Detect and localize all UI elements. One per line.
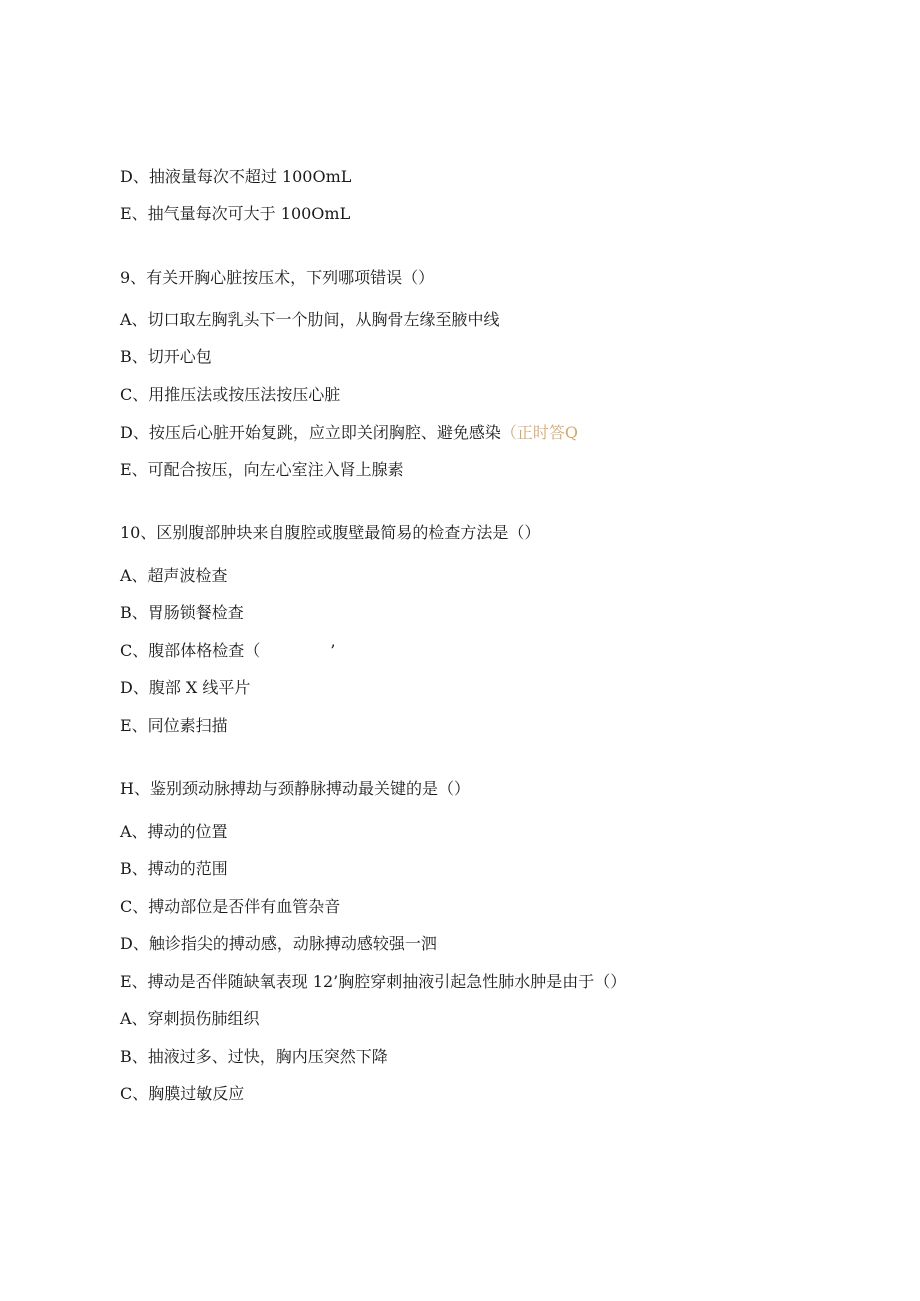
question-9-option-d-text: D、按压后心脏开始复跳，应立即关闭胸腔、避免感染 (120, 423, 501, 442)
question-10-option-c (120, 641, 335, 661)
question-9-option-d (120, 423, 578, 443)
question-9-option-e: E、可配合按压，向左心室注入肾上腺素 (120, 460, 404, 479)
question-9-option-b: B、切开心包 (120, 347, 212, 366)
question-11-option-d: D、触诊指尖的搏动感，动脉搏动感较强一泗 (120, 934, 437, 953)
answer-note: （正时答Q (500, 423, 578, 442)
question-10-option-c-mark: ’ (330, 641, 336, 660)
question-10-option-d: D、腹部 X 线平片 (120, 678, 251, 697)
question-11-option-b: B、搏动的范围 (120, 859, 228, 878)
question-12-option-c: C、胸膜过敏反应 (120, 1084, 245, 1103)
question-10-option-b: B、胃肠锁餐检查 (120, 603, 244, 622)
option-d-extraction-volume: D、抽液量每次不超过 100OmL (120, 167, 352, 186)
option-e-air-extraction-volume: E、抽气量每次可大于 100OmL (120, 204, 351, 223)
question-11-option-c: C、搏动部位是否伴有血管杂音 (120, 897, 341, 916)
question-10-stem: 10、区别腹部肿块来自腹腔或腹壁最简易的检查方法是（） (120, 523, 541, 542)
question-10-option-c-text: C、腹部体格检查（ (120, 641, 261, 660)
question-9-stem: 9、有关开胸心脏按压术，下列哪项错误（） (120, 268, 435, 287)
question-11-option-a: A、搏动的位置 (120, 822, 228, 841)
question-10-option-a: A、超声波检查 (120, 566, 228, 585)
question-9-option-c: C、用推压法或按压法按压心脏 (120, 385, 341, 404)
question-12-option-a: A、穿刺损伤肺组织 (120, 1009, 260, 1028)
question-10-option-e: E、同位素扫描 (120, 716, 228, 735)
question-12-option-b: B、抽液过多、过快，胸内压突然下降 (120, 1047, 388, 1066)
question-9-option-a: A、切口取左胸乳头下一个肋间，从胸骨左缘至腋中线 (120, 310, 500, 329)
question-11-option-e: E、搏动是否伴随缺氧表现 12’胸腔穿刺抽液引起急性肺水肿是由于（） (120, 972, 627, 991)
question-11-stem: H、鉴别颈动脉搏劫与颈静脉搏动最关键的是（） (120, 779, 470, 798)
